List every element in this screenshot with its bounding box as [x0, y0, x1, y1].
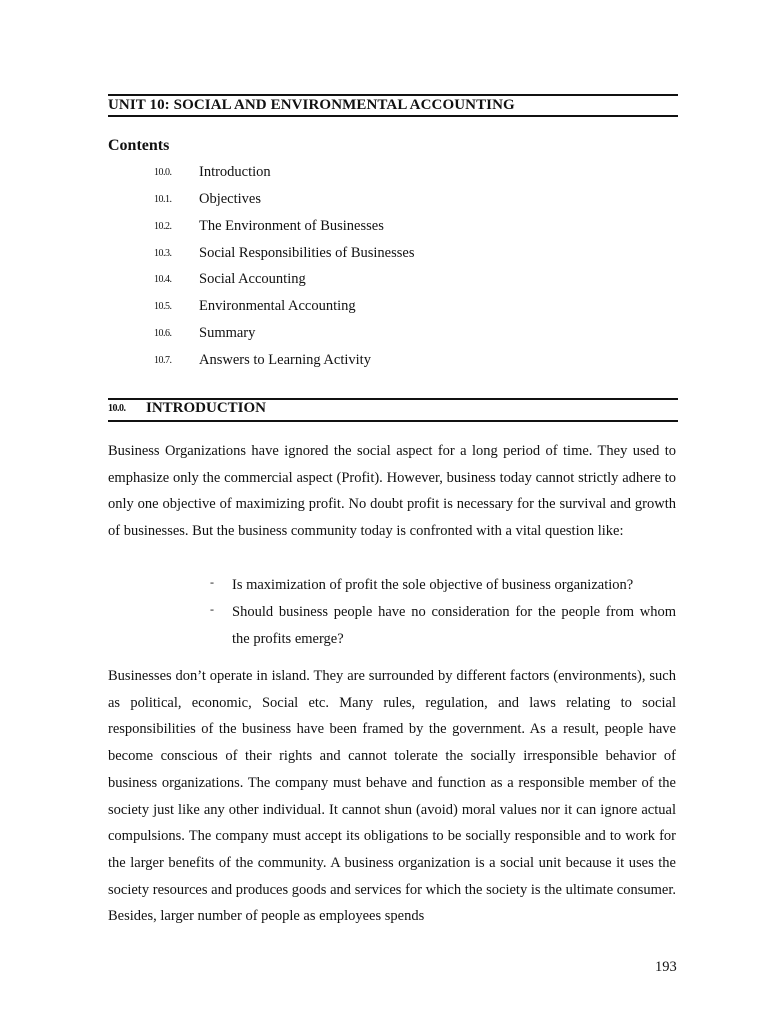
- toc-number: 10.3.: [154, 248, 172, 259]
- toc-number: 10.0.: [154, 167, 172, 178]
- intro-paragraph-2: Businesses don’t operate in island. They are surrounded by different factors (environments), such as political, economic, Social etc. Many rules, regulation, and laws relating to social responsibilities of the business have been framed by the government. As a result, people have become conscious of their rights and cannot tolerate the socially irresponsible behavior of business organizations. The company must behave and function as a responsible member of the society just like any other individual. It cannot shun (avoid) moral values nor it can ignore actual compulsions. The company must accept its obligations to be socially responsible and to work for the larger benefits of the community. A business organization is a social unit because it uses the society resources and produces goods and services for which the society is the ultimate consumer. Besides, larger number of people as employees spends: [108, 668, 676, 925]
- contents-heading: Contents: [108, 137, 170, 154]
- bullet-marker: -: [210, 575, 214, 589]
- toc-number: 10.6.: [154, 328, 172, 339]
- toc-number: 10.5.: [154, 301, 172, 312]
- toc-number: 10.7.: [154, 355, 172, 366]
- page-number: 193: [655, 959, 677, 975]
- intro-paragraph-1: Business Organizations have ignored the social aspect for a long period of time. They used to emphasize only the commercial aspect (Profit). However, business today cannot strictly adhere to only one objective of maximizing profit. No doubt profit is necessary for the survival and growth of businesses. But the business community today is confronted with a vital question like:: [108, 443, 676, 540]
- toc-label: Environmental Accounting: [199, 298, 356, 314]
- toc-label: Social Accounting: [199, 271, 306, 287]
- toc-label: Social Responsibilities of Businesses: [199, 245, 415, 261]
- bullet-text: Should business people have no consideration for the people from whom the profits emerge?: [232, 604, 676, 647]
- toc-label: Answers to Learning Activity: [199, 352, 371, 368]
- top-rule: [108, 94, 678, 96]
- toc-label: Objectives: [199, 191, 262, 207]
- section-bottom-rule: [108, 420, 678, 422]
- bullet-text: Is maximization of profit the sole objective of business organization?: [232, 577, 634, 593]
- toc-number: 10.4.: [154, 274, 172, 285]
- bullet-marker: -: [210, 602, 214, 616]
- toc-label: Summary: [199, 325, 256, 341]
- section-number: 10.0.: [108, 403, 126, 414]
- title-bottom-rule: [108, 115, 678, 117]
- toc-number: 10.2.: [154, 221, 172, 232]
- unit-title: UNIT 10: SOCIAL AND ENVIRONMENTAL ACCOUNTING: [108, 97, 515, 113]
- toc-number: 10.1.: [154, 194, 172, 205]
- section-title: INTRODUCTION: [146, 400, 267, 416]
- toc-label: Introduction: [199, 164, 271, 180]
- toc-label: The Environment of Businesses: [199, 218, 384, 234]
